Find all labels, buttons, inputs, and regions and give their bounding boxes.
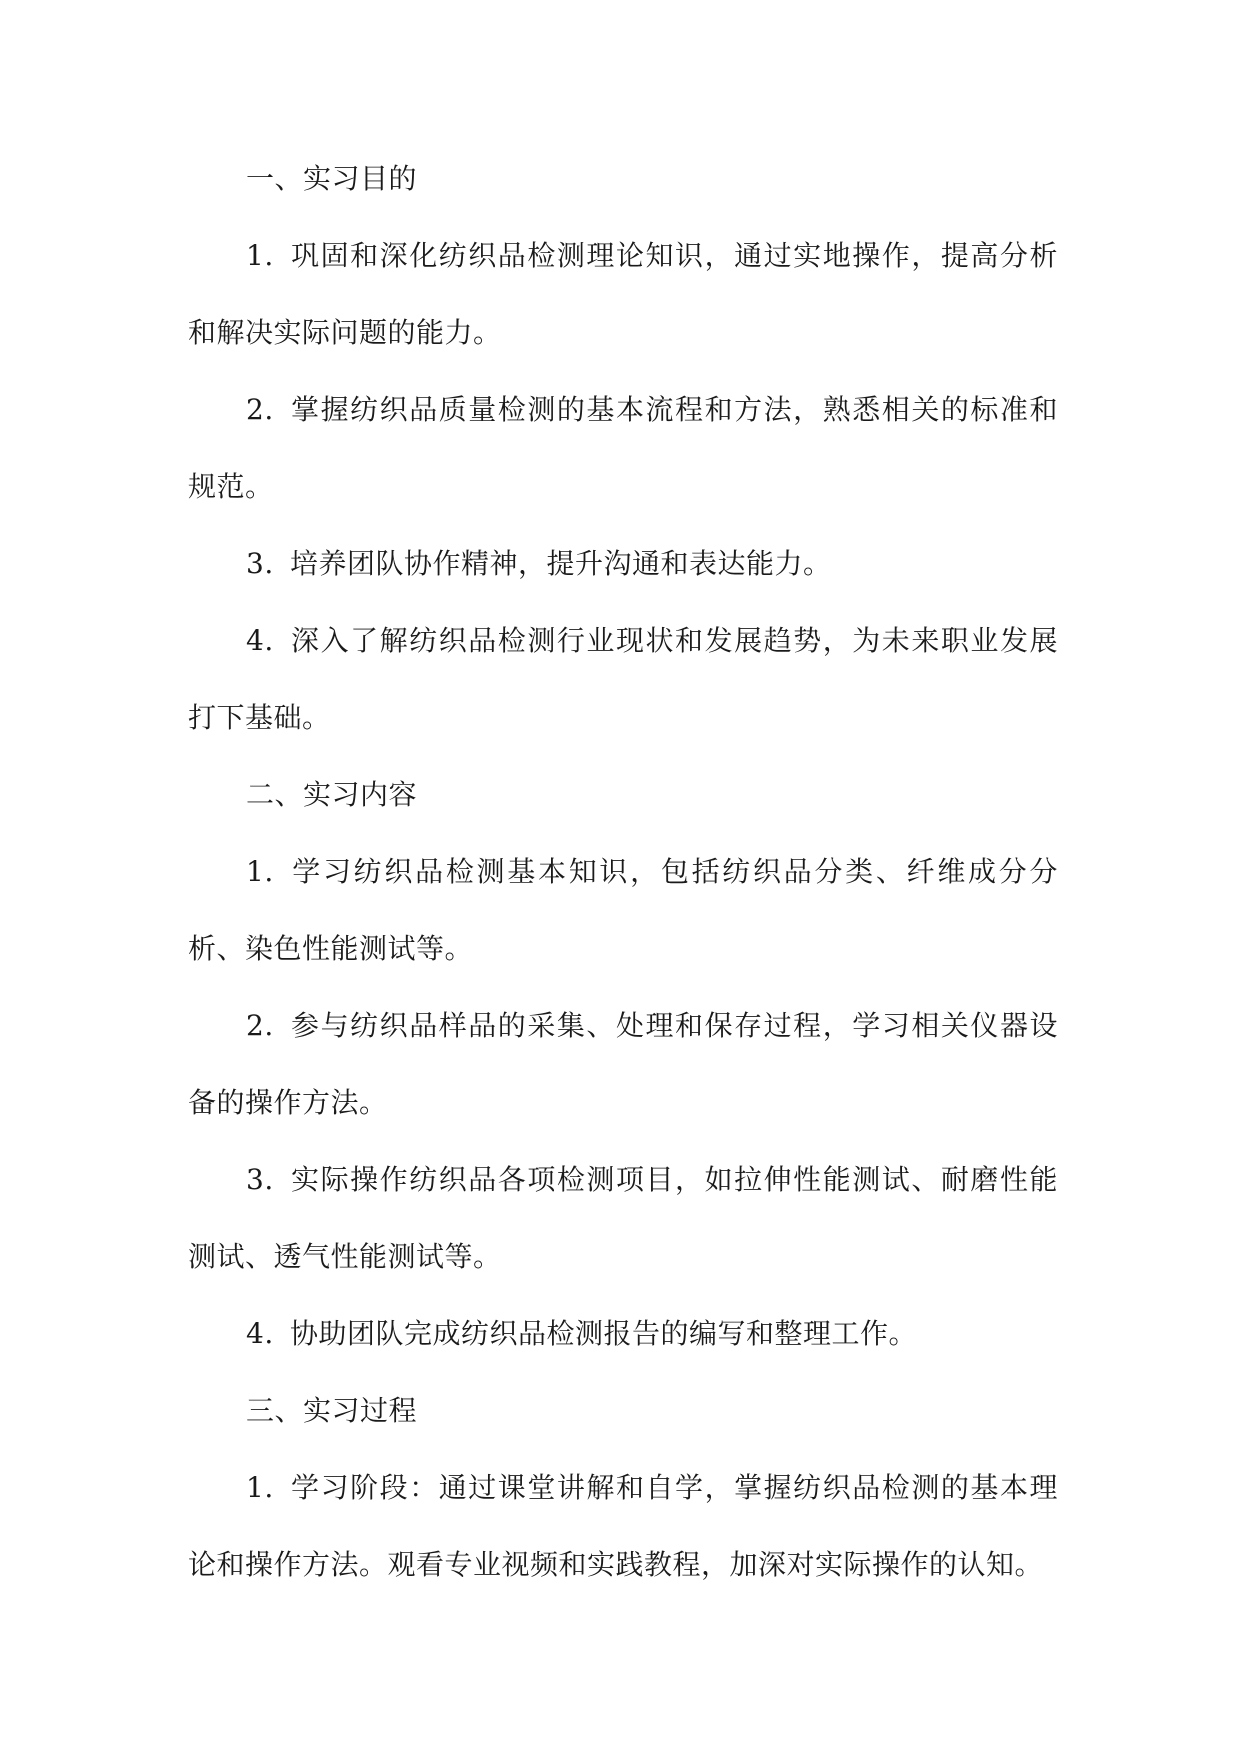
item-text: 学习纺织品检测基本知识，包括纺织品分类、纤维成分分析、染色性能测试等。 (188, 855, 1058, 965)
item-text: 深入了解纺织品检测行业现状和发展趋势，为未来职业发展打下基础。 (188, 624, 1058, 734)
section-heading: 二、实习内容 (246, 778, 418, 811)
item-number: 2. (246, 393, 274, 426)
list-item (188, 525, 1058, 602)
item-text: 掌握纺织品质量检测的基本流程和方法，熟悉相关的标准和规范。 (188, 393, 1058, 503)
list-item (188, 1449, 1058, 1603)
item-number: 1. (246, 855, 274, 888)
list-item (188, 833, 1058, 987)
item-number: 4. (246, 1317, 274, 1350)
section-heading: 三、实习过程 (246, 1394, 418, 1427)
item-number: 1. (246, 1471, 274, 1504)
item-number: 4. (246, 624, 274, 657)
list-item (188, 602, 1058, 756)
list-item (188, 1295, 1058, 1372)
item-text: 培养团队协作精神，提升沟通和表达能力。 (290, 547, 832, 580)
item-text: 实际操作纺织品各项检测项目，如拉伸性能测试、耐磨性能测试、透气性能测试等。 (188, 1163, 1058, 1273)
list-item (188, 217, 1058, 371)
item-number: 3. (246, 1163, 274, 1196)
item-number: 2. (246, 1009, 274, 1042)
item-text: 参与纺织品样品的采集、处理和保存过程，学习相关仪器设备的操作方法。 (188, 1009, 1058, 1119)
item-text: 学习阶段：通过课堂讲解和自学，掌握纺织品检测的基本理论和操作方法。观看专业视频和实践教程，加深对实际操作的认知。 (188, 1471, 1058, 1581)
item-number: 1. (246, 239, 274, 272)
section-heading: 一、实习目的 (246, 162, 418, 195)
list-item (188, 1141, 1058, 1295)
item-number: 3. (246, 547, 274, 580)
list-item (188, 371, 1058, 525)
document-body (188, 140, 1058, 1603)
item-text: 协助团队完成纺织品检测报告的编写和整理工作。 (290, 1317, 918, 1350)
item-text: 巩固和深化纺织品检测理论知识，通过实地操作，提高分析和解决实际问题的能力。 (188, 239, 1058, 349)
list-item (188, 987, 1058, 1141)
